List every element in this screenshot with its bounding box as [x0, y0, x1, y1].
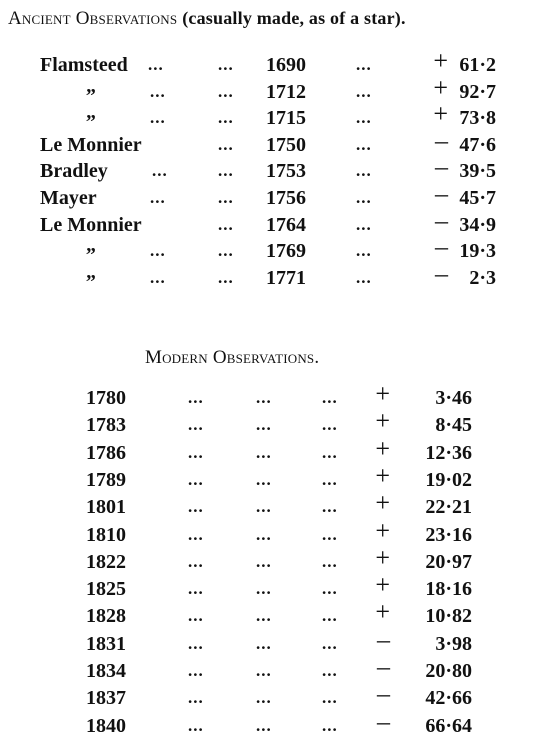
leader-dots: ... — [218, 108, 234, 128]
observation-value: 22·21 — [425, 496, 472, 519]
observation-value: 61·2 — [459, 54, 496, 76]
leader-dots: ... — [188, 551, 204, 571]
sign-symbol: + — [375, 433, 390, 463]
leader-dots: ... — [150, 108, 166, 128]
observation-value: 3·98 — [435, 632, 472, 655]
observation-value: 20·80 — [425, 660, 472, 682]
ancient-title: Ancient Observations — [8, 8, 178, 29]
leader-dots: ... — [188, 524, 204, 544]
observer-name: „ — [86, 101, 96, 124]
observation-year: 1753 — [266, 160, 306, 183]
leader-dots: ... — [256, 388, 272, 407]
observation-year: 1756 — [266, 187, 306, 209]
ancient-subtitle: (casually made, as of a star). — [182, 8, 406, 28]
leader-dots: ... — [188, 497, 204, 517]
leader-dots: ... — [188, 661, 204, 680]
leader-dots: ... — [152, 161, 168, 181]
observation-year: 1712 — [266, 80, 306, 103]
leader-dots: ... — [256, 688, 272, 708]
observation-year: 1822 — [86, 550, 126, 573]
sign-symbol: – — [435, 152, 448, 182]
leader-dots: ... — [188, 633, 204, 653]
leader-dots: ... — [218, 214, 234, 234]
observation-value: 10·82 — [425, 605, 472, 628]
leader-dots: ... — [256, 715, 272, 735]
leader-dots: ... — [256, 442, 272, 462]
observation-value: 8·45 — [435, 414, 472, 437]
leader-dots: ... — [188, 442, 204, 462]
leader-dots: ... — [256, 469, 272, 489]
observation-year: 1828 — [86, 605, 126, 628]
leader-dots: ... — [322, 715, 338, 735]
leader-dots: ... — [150, 267, 166, 287]
leader-dots: ... — [256, 415, 272, 435]
sign-symbol: – — [377, 706, 390, 736]
leader-dots: ... — [322, 469, 338, 489]
leader-dots: ... — [322, 388, 338, 407]
leader-dots: ... — [218, 241, 234, 261]
observer-name: „ — [86, 260, 96, 283]
leader-dots: ... — [356, 108, 372, 128]
observation-value: 3·46 — [435, 387, 472, 409]
leader-dots: ... — [356, 214, 372, 234]
leader-dots: ... — [256, 633, 272, 653]
leader-dots: ... — [218, 55, 234, 74]
observation-year: 1834 — [86, 660, 126, 682]
observation-value: 2·3 — [469, 266, 496, 289]
leader-dots: ... — [218, 161, 234, 181]
leader-dots: ... — [256, 524, 272, 544]
leader-dots: ... — [188, 579, 204, 599]
leader-dots: ... — [356, 55, 372, 74]
observer-name: Flamsteed — [40, 54, 128, 76]
observer-name: Mayer — [40, 187, 97, 209]
leader-dots: ... — [150, 81, 166, 101]
observation-value: 19·3 — [459, 240, 496, 263]
observation-value: 92·7 — [459, 80, 496, 103]
observation-value: 45·7 — [459, 187, 496, 209]
sign-symbol: – — [435, 232, 448, 262]
leader-dots: ... — [356, 188, 372, 207]
observer-name: „ — [86, 234, 96, 257]
observer-name: Bradley — [40, 160, 108, 183]
leader-dots: ... — [148, 55, 164, 74]
leader-dots: ... — [218, 134, 234, 154]
leader-dots: ... — [256, 661, 272, 680]
leader-dots: ... — [188, 688, 204, 708]
leader-dots: ... — [322, 661, 338, 680]
sign-symbol: + — [375, 406, 390, 436]
observation-value: 47·6 — [459, 133, 496, 156]
observation-year: 1750 — [266, 133, 306, 156]
sign-symbol: – — [377, 679, 390, 709]
observation-year: 1769 — [266, 240, 306, 263]
observer-name: Le Monnier — [40, 133, 142, 156]
sign-symbol: + — [433, 72, 448, 102]
observation-value: 19·02 — [425, 468, 472, 491]
observation-year: 1789 — [86, 468, 126, 491]
leader-dots: ... — [322, 579, 338, 599]
leader-dots: ... — [256, 497, 272, 517]
sign-symbol: – — [377, 652, 390, 681]
leader-dots: ... — [322, 606, 338, 626]
observation-year: 1783 — [86, 414, 126, 437]
leader-dots: ... — [322, 551, 338, 571]
leader-dots: ... — [150, 188, 166, 207]
observation-value: 12·36 — [425, 441, 472, 464]
leader-dots: ... — [322, 688, 338, 708]
observation-value: 39·5 — [459, 160, 496, 183]
leader-dots: ... — [188, 715, 204, 735]
leader-dots: ... — [188, 469, 204, 489]
leader-dots: ... — [322, 633, 338, 653]
observation-value: 20·97 — [425, 550, 472, 573]
sign-symbol: – — [435, 258, 448, 288]
leader-dots: ... — [356, 267, 372, 287]
sign-symbol: + — [375, 460, 390, 490]
sign-symbol: + — [375, 488, 390, 518]
leader-dots: ... — [188, 415, 204, 435]
observation-year: 1810 — [86, 523, 126, 546]
leader-dots: ... — [356, 134, 372, 154]
observation-value: 34·9 — [459, 213, 496, 236]
sign-symbol: + — [433, 46, 448, 75]
leader-dots: ... — [356, 161, 372, 181]
leader-dots: ... — [322, 524, 338, 544]
leader-dots: ... — [150, 241, 166, 261]
observation-value: 23·16 — [425, 523, 472, 546]
sign-symbol: – — [377, 624, 390, 654]
observation-value: 73·8 — [459, 107, 496, 130]
sign-symbol: + — [375, 379, 390, 408]
sign-symbol: + — [433, 99, 448, 129]
modern-title: Modern Observations. — [145, 347, 320, 368]
observation-year: 1715 — [266, 107, 306, 130]
observation-year: 1690 — [266, 54, 306, 76]
leader-dots: ... — [256, 551, 272, 571]
sign-symbol: + — [375, 570, 390, 600]
observation-year: 1825 — [86, 578, 126, 601]
modern-heading — [145, 347, 319, 369]
observation-year: 1837 — [86, 687, 126, 710]
observation-value: 66·64 — [425, 714, 472, 737]
observation-year: 1764 — [266, 213, 306, 236]
leader-dots: ... — [322, 497, 338, 517]
sign-symbol: – — [435, 205, 448, 235]
observation-year: 1786 — [86, 441, 126, 464]
leader-dots: ... — [256, 579, 272, 599]
sign-symbol: + — [375, 597, 390, 627]
leader-dots: ... — [356, 241, 372, 261]
observation-year: 1801 — [86, 496, 126, 519]
sign-symbol: – — [435, 179, 448, 208]
observer-name: Le Monnier — [40, 213, 142, 236]
observation-year: 1831 — [86, 632, 126, 655]
observation-year: 1780 — [86, 387, 126, 409]
observation-year: 1840 — [86, 714, 126, 737]
leader-dots: ... — [256, 606, 272, 626]
leader-dots: ... — [356, 81, 372, 101]
sign-symbol: – — [435, 125, 448, 155]
ancient-heading — [8, 8, 406, 30]
leader-dots: ... — [188, 606, 204, 626]
observation-value: 42·66 — [425, 687, 472, 710]
leader-dots: ... — [218, 267, 234, 287]
leader-dots: ... — [218, 188, 234, 207]
observation-value: 18·16 — [425, 578, 472, 601]
leader-dots: ... — [322, 442, 338, 462]
observation-year: 1771 — [266, 266, 306, 289]
leader-dots: ... — [188, 388, 204, 407]
leader-dots: ... — [322, 415, 338, 435]
observer-name: „ — [86, 74, 96, 97]
leader-dots: ... — [218, 81, 234, 101]
sign-symbol: + — [375, 542, 390, 572]
sign-symbol: + — [375, 515, 390, 545]
